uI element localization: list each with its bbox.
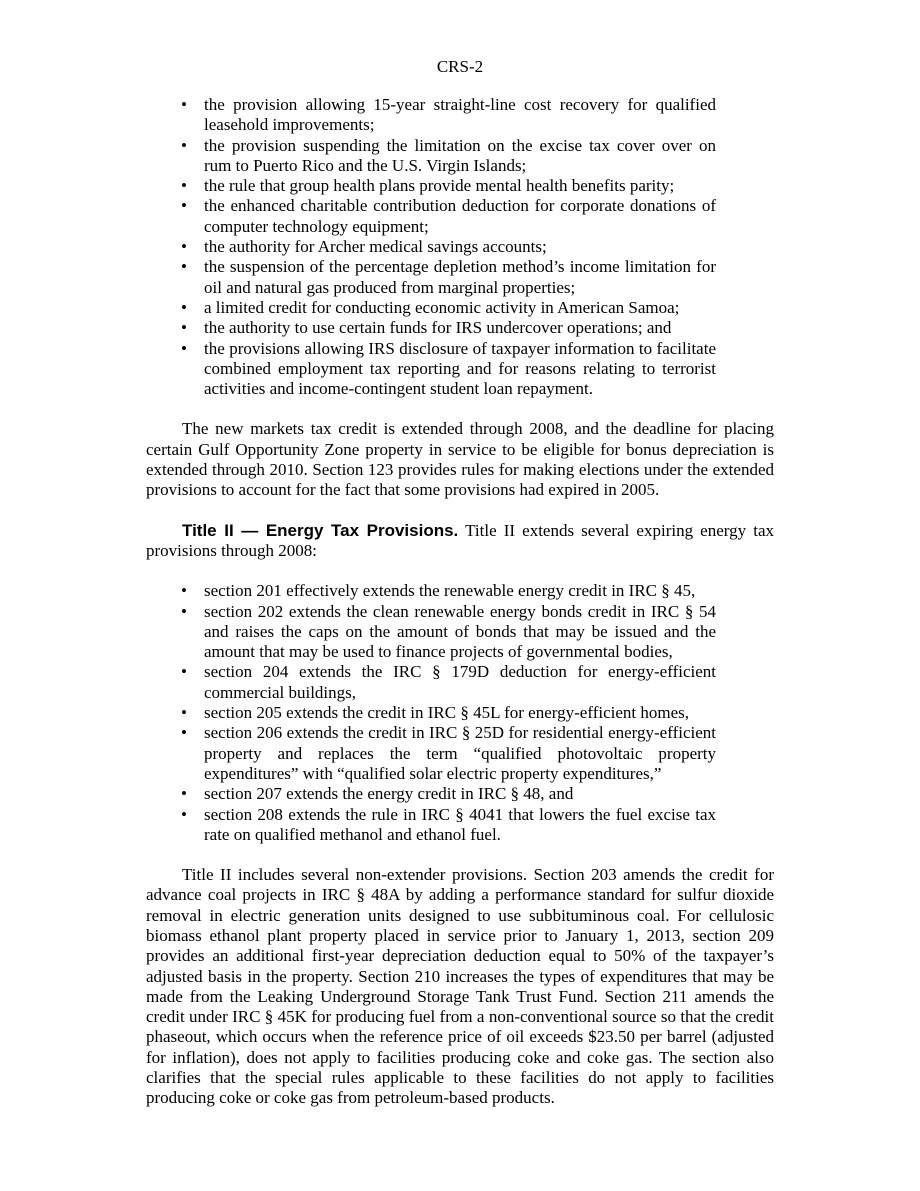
paragraph-new-markets: The new markets tax credit is extended through 2008, and the deadline for placing certain Gulf Opportunity Zone property in service to be eligible for bonus depreciation is extended through 2010. Section 123 provides rules for making elections under the extended provisions to account for the fact that some provisions had expired in 2005.: [146, 419, 774, 500]
spacer: [146, 501, 774, 521]
section-intro: Title II extends several expiring energy tax provisions through 2008:: [146, 520, 774, 560]
paragraph-non-extender: Title II includes several non-extender provisions. Section 203 amends the credit for advance coal projects in IRC § 48A by adding a performance standard for sulfur dioxide removal in electric generation units designed to use subbituminous coal. For cellulosic biomass ethanol plant property placed in service prior to January 1, 2013, section 209 provides an additional first-year depreciation deduction equal to 50% of the taxpayer’s adjusted basis in the property. Section 210 increases the types of expenditures that may be made from the Leaking Underground Storage Tank Trust Fund. Section 211 amends the credit under IRC § 45K for producing fuel from a non-conventional source so that the credit phaseout, which occurs when the reference price of oil exceeds $23.50 per barrel (adjusted for inflation), does not apply to facilities producing coke and coke gas. The section also clarifies that the special rules applicable to these facilities do not apply to facilities producing coke or coke gas from petroleum-based products.: [146, 865, 774, 1108]
list-item: • section 207 extends the energy credit in IRC § 48, and: [146, 784, 716, 804]
list-item: • section 205 extends the credit in IRC § 45L for energy-efficient homes,: [146, 703, 716, 723]
list-item: • section 208 extends the rule in IRC § 4041 that lowers the fuel excise tax rate on qualified methanol and ethanol fuel.: [146, 805, 716, 846]
list-item: • section 202 extends the clean renewable energy bonds credit in IRC § 54 and raises the caps on the amount of bonds that may be issued and the amount that may be used to finance projects of governmental bodies,: [146, 602, 716, 663]
section-heading: Title II — Energy Tax Provisions.: [182, 520, 459, 540]
energy-provisions-list: [146, 581, 774, 845]
list-item: • the suspension of the percentage depletion method’s income limitation for oil and natural gas produced from marginal properties;: [146, 257, 716, 298]
list-item: • the provisions allowing IRS disclosure of taxpayer information to facilitate combined employment tax reporting and for reasons relating to terrorist activities and income-contingent student loan repayment.: [146, 339, 716, 400]
extended-provisions-list: [146, 95, 774, 399]
list-item: • section 204 extends the IRC § 179D deduction for energy-efficient commercial buildings,: [146, 662, 716, 703]
list-item: • the authority for Archer medical savings accounts;: [146, 237, 716, 257]
list-item: • the provision suspending the limitation on the excise tax cover over on rum to Puerto Rico and the U.S. Virgin Islands;: [146, 136, 716, 177]
spacer: [146, 561, 774, 581]
list-item: • the rule that group health plans provide mental health benefits parity;: [146, 176, 716, 196]
list-item: • the provision allowing 15-year straight-line cost recovery for qualified leasehold improvements;: [146, 95, 716, 136]
spacer: [146, 399, 774, 419]
spacer: [146, 845, 774, 865]
page-header: CRS-2: [436, 57, 484, 76]
list-item: • the enhanced charitable contribution deduction for corporate donations of computer technology equipment;: [146, 196, 716, 237]
paragraph-title-ii-intro: [146, 521, 774, 562]
document-body: [146, 95, 774, 1109]
list-item: • the authority to use certain funds for IRS undercover operations; and: [146, 318, 716, 338]
list-item: • section 206 extends the credit in IRC § 25D for residential energy-efficient property and replaces the term “qualified photovoltaic property expenditures” with “qualified solar electric property expenditures,”: [146, 723, 716, 784]
list-item: • a limited credit for conducting economic activity in American Samoa;: [146, 298, 716, 318]
list-item: • section 201 effectively extends the renewable energy credit in IRC § 45,: [146, 581, 716, 601]
